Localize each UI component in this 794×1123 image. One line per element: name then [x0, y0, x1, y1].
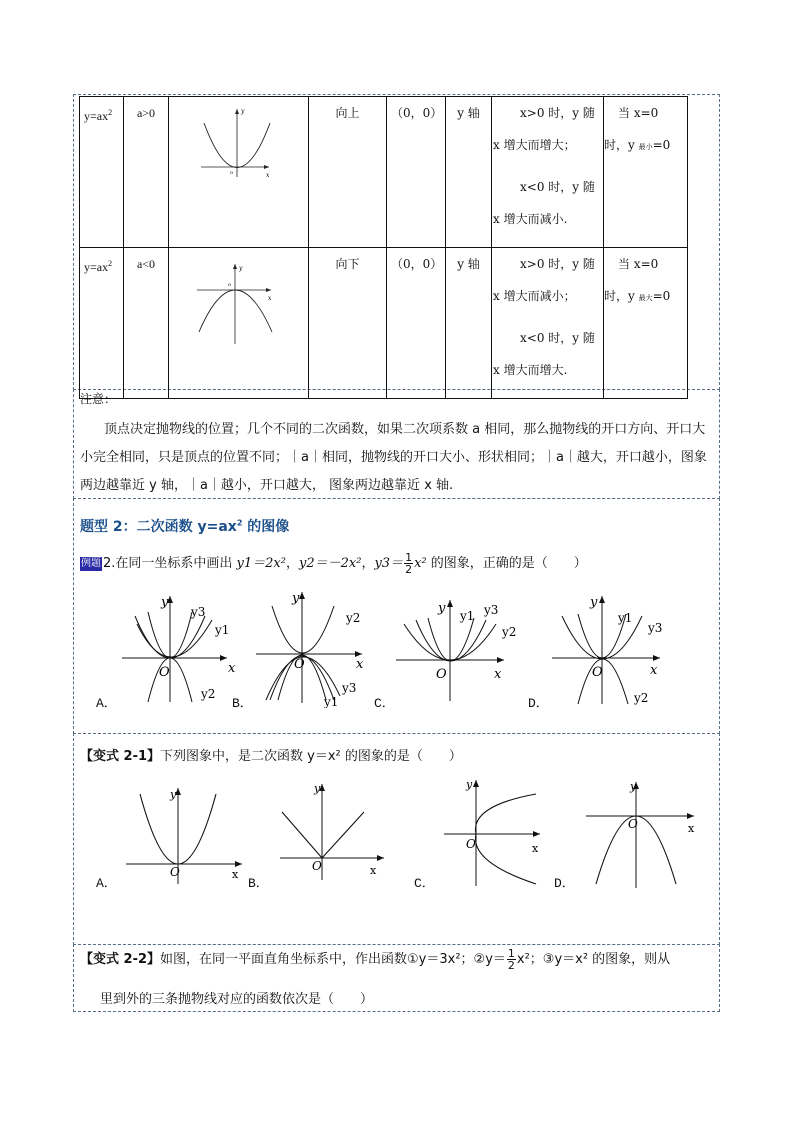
svg-text:O: O: [294, 657, 305, 672]
variant-2-2-question: 【变式 2-2】如图，在同一平面直角坐标系中，作出函数①y＝3x²；②y＝ $\frac{1}{2}$ x²；③y＝x² 的图象，则从: [80, 947, 671, 972]
svg-text:y: y: [239, 265, 243, 272]
fraction: $\frac{1}{2}$: [405, 551, 413, 576]
variant-option-d-graph: [582, 778, 702, 888]
function-cell: $y=ax^2$: [80, 97, 124, 248]
svg-text:y: y: [314, 782, 321, 795]
option-c-label[interactable]: C．: [374, 696, 395, 711]
svg-text:y2: y2: [634, 691, 649, 705]
svg-text:y: y: [466, 778, 473, 791]
svg-text:x: x: [370, 864, 377, 877]
svg-text:y2: y2: [201, 687, 216, 701]
svg-text:x: x: [232, 868, 239, 881]
svg-text:y2: y2: [502, 625, 517, 639]
note-body: 顶点决定抛物线的位置；几个不同的二次函数，如果二次项系数 a 相同，那么抛物线的开口方向、开口大小完全相同，只是顶点的位置不同；｜a｜相同，抛物线的开口大小、形状相同；｜a｜越大，开口越小，图象两边越靠近 y 轴，｜a｜越小，开口越大， 图象两边越靠近 x 轴.: [80, 422, 707, 493]
fraction: $\frac{1}{2}$: [507, 947, 515, 972]
svg-text:y3: y3: [484, 603, 499, 617]
svg-text:x: x: [494, 667, 502, 682]
svg-text:O: O: [170, 865, 180, 879]
option-c-graph: [394, 596, 519, 706]
svg-text:O: O: [312, 859, 322, 873]
svg-text:O: O: [466, 837, 476, 851]
svg-text:y: y: [161, 595, 169, 610]
condition-cell: a>0: [124, 97, 169, 248]
svg-text:x: x: [356, 657, 364, 672]
opening-cell: 向上: [309, 97, 387, 248]
condition-cell: a<0: [124, 248, 169, 399]
variant-option-b-label[interactable]: B．: [248, 876, 269, 891]
svg-text:y3: y3: [648, 621, 663, 635]
variant-option-a-graph: [120, 784, 250, 884]
option-a-graph: [115, 592, 240, 707]
svg-text:O: O: [159, 665, 170, 680]
svg-text:y: y: [292, 591, 300, 606]
opening-cell: 向下: [309, 248, 387, 399]
svg-text:y: y: [170, 788, 177, 801]
svg-text:x: x: [532, 842, 539, 855]
svg-text:x: x: [268, 295, 272, 302]
svg-text:y1: y1: [324, 695, 339, 708]
note-title: 注意：: [80, 392, 117, 406]
upward-parabola-icon: [169, 97, 308, 243]
svg-text:y1: y1: [618, 611, 633, 625]
svg-text:y3: y3: [342, 681, 357, 695]
graph-cell: [169, 97, 309, 248]
svg-text:y: y: [630, 780, 637, 793]
option-b-label[interactable]: B．: [232, 696, 253, 711]
extremum-cell: 当 x=0 时，y 最小=0: [604, 97, 688, 248]
properties-table: [79, 96, 688, 399]
svg-text:x: x: [650, 663, 658, 678]
variant-2-2-question-line2: 里到外的三条抛物线对应的函数依次是（ ）: [100, 992, 374, 1007]
svg-text:y3: y3: [191, 605, 206, 619]
section-heading: 题型 2：二次函数 $y=ax^2$ 的图像: [80, 518, 290, 535]
variant-option-d-label[interactable]: D．: [554, 876, 575, 891]
svg-text:O: O: [436, 667, 447, 682]
variant-option-a-label[interactable]: A．: [96, 876, 117, 891]
svg-text:y: y: [590, 595, 598, 610]
variant-option-c-label[interactable]: C．: [414, 876, 435, 891]
option-b-graph: [252, 588, 377, 708]
svg-text:y: y: [241, 108, 245, 115]
graph-cell: [169, 248, 309, 399]
function-cell: $y=ax^2$: [80, 248, 124, 399]
table-row: [80, 97, 688, 248]
vertex-cell: （0，0）: [387, 248, 446, 399]
variant-option-c-graph: [440, 776, 550, 886]
option-a-label[interactable]: A．: [96, 696, 117, 711]
monotonicity-cell: x>0 时，y 随 x 增大而减小； x<0 时，y 随 x 增大而增大.: [492, 248, 604, 399]
svg-text:O: O: [592, 665, 603, 680]
downward-parabola-icon: [169, 248, 308, 394]
svg-text:y1: y1: [460, 609, 475, 623]
table-row: [80, 248, 688, 399]
example-question: 例题 2.在同一坐标系中画出 y1＝2x²，y2＝－2x²，y3＝ $\frac{1}{2}$ x² 的图象，正确的是（ ）: [81, 551, 587, 576]
svg-text:y: y: [438, 601, 446, 616]
extremum-cell: 当 x=0 时，y 最大=0: [604, 248, 688, 399]
option-d-graph: [550, 592, 675, 710]
svg-text:o: o: [228, 282, 232, 288]
variant-2-1-question: 【变式 2-1】下列图象中，是二次函数 y＝x² 的图象的是（ ）: [80, 749, 462, 764]
variant-option-b-graph: [268, 780, 388, 880]
monotonicity-cell: x>0 时，y 随 x 增大而增大； x<0 时，y 随 x 增大而减小.: [492, 97, 604, 248]
axis-cell: y 轴: [446, 97, 492, 248]
axis-cell: y 轴: [446, 248, 492, 399]
svg-text:x: x: [228, 661, 236, 676]
vertex-cell: （0，0）: [387, 97, 446, 248]
svg-text:x: x: [266, 172, 270, 179]
example-badge: 例题: [81, 558, 101, 569]
svg-text:x: x: [688, 822, 695, 835]
svg-text:y2: y2: [346, 611, 361, 625]
option-d-label[interactable]: D．: [528, 696, 549, 711]
svg-text:y1: y1: [215, 623, 230, 637]
svg-text:O: O: [628, 817, 638, 831]
svg-text:o: o: [230, 170, 234, 176]
